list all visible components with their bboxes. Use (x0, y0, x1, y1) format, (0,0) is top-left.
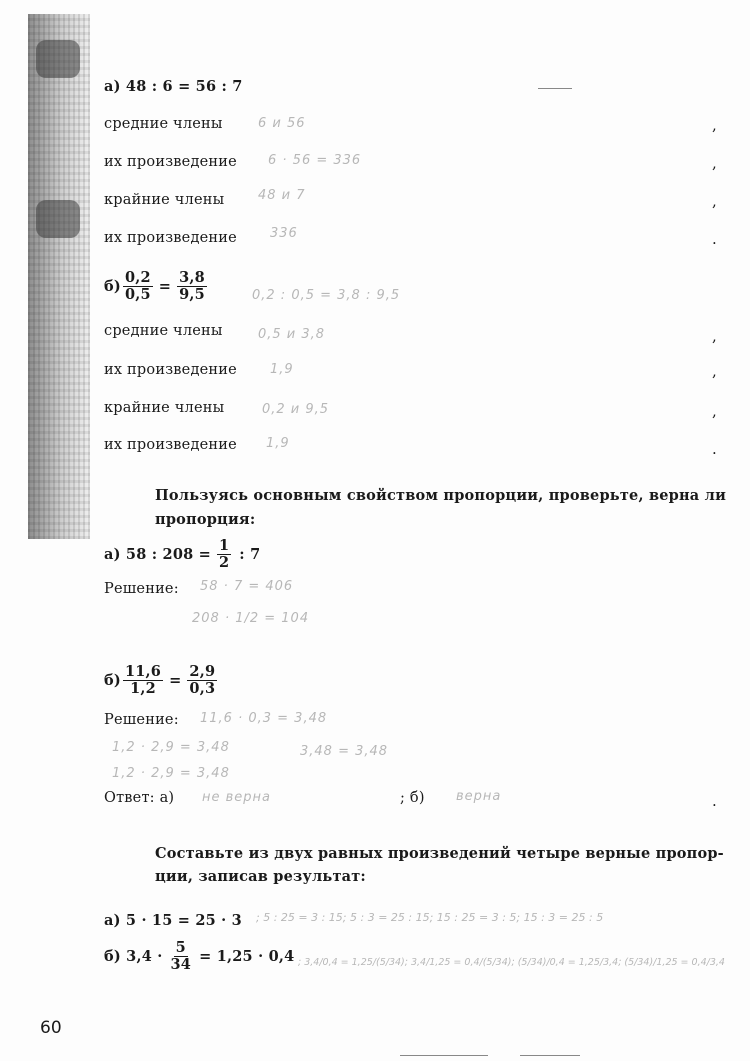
task3-intro: Составьте из двух равных произведений четыре верные пропор- (155, 845, 724, 862)
answer-separator: ; б) (400, 790, 425, 806)
handwritten-answer: ; 5 : 25 = 3 : 15; 5 : 3 = 25 : 15; 15 : 25 = 3 : 5; 15 : 3 = 25 : 5 (256, 911, 604, 924)
fraction (177, 270, 207, 303)
row-end-punct: , (712, 402, 717, 420)
row-label: их произведение (104, 154, 237, 170)
handwritten-answer: 336 (270, 226, 298, 241)
task2-intro: Пользуясь основным свойством пропорции, проверьте, верна ли (155, 487, 727, 504)
fraction-denominator: 34 (170, 955, 192, 973)
handwritten-answer: 0,2 : 0,5 = 3,8 : 9,5 (252, 288, 401, 303)
fraction (169, 940, 194, 973)
handwritten-work: 208 · 1/2 = 104 (192, 611, 310, 626)
fraction-numerator: 0,2 (124, 269, 151, 286)
fraction-denominator: 1,2 (130, 679, 156, 697)
row-label: их произведение (104, 230, 237, 246)
fraction (123, 664, 163, 697)
scan-artifact (520, 1055, 580, 1056)
item-prefix: б) (104, 671, 121, 689)
item-suffix: = 1,25 · 0,4 (199, 947, 295, 965)
row-end-punct: , (712, 327, 717, 345)
handwritten-answer: не верна (202, 790, 272, 805)
handwritten-answer: 1,9 (270, 362, 294, 377)
fraction (123, 270, 153, 303)
fraction-numerator: 2,9 (189, 663, 216, 680)
fraction-numerator: 11,6 (124, 663, 162, 680)
handwritten-work: 1,2 · 2,9 = 3,48 (112, 766, 230, 781)
handwritten-answer: 0,2 и 9,5 (262, 402, 330, 417)
row-label: средние члены (104, 323, 223, 339)
task1-b-proportion (104, 270, 209, 303)
item-suffix: : 7 (239, 545, 261, 563)
answer-end-punct: . (712, 792, 717, 810)
item-prefix: б) (104, 277, 121, 295)
row-label: крайние члены (104, 400, 225, 416)
item-prefix: а) 58 : 208 = (104, 545, 211, 563)
page-number: 60 (40, 1018, 62, 1038)
handwritten-answer: 6 и 56 (258, 116, 306, 131)
handwritten-work: 11,6 · 0,3 = 3,48 (200, 711, 328, 726)
task2-b-proportion (104, 664, 219, 697)
row-end-punct: , (712, 116, 717, 134)
task2-a-proportion (104, 538, 260, 571)
fraction-denominator: 2 (219, 553, 230, 571)
fraction-denominator: 0,3 (189, 679, 216, 697)
scanned-page-edge (28, 14, 90, 539)
fraction-numerator: 1 (219, 537, 230, 554)
row-end-punct: , (712, 192, 717, 210)
task3-a-equation: а) 5 · 15 = 25 · 3 (104, 912, 242, 929)
solution-label: Решение: (104, 712, 179, 728)
solution-label: Решение: (104, 581, 179, 597)
fraction-numerator: 3,8 (179, 269, 205, 286)
task3-intro-cont: ции, записав результат: (155, 868, 366, 885)
item-prefix: б) 3,4 · (104, 947, 163, 965)
handwritten-answer: 6 · 56 = 336 (268, 153, 362, 168)
task3-b-equation (104, 940, 294, 973)
row-label: их произведение (104, 362, 237, 378)
answer-label: Ответ: а) (104, 790, 175, 806)
fraction-denominator: 9,5 (179, 285, 205, 303)
row-label: их произведение (104, 437, 237, 453)
section-number-mark (36, 200, 80, 238)
handwritten-work: 1,2 · 2,9 = 3,48 (112, 740, 230, 755)
handwritten-work: 58 · 7 = 406 (200, 579, 294, 594)
section-number-mark (36, 40, 80, 78)
handwritten-answer: 48 и 7 (258, 188, 306, 203)
row-end-punct: , (712, 362, 717, 380)
handwritten-answer: верна (456, 789, 502, 804)
handwritten-answer: 1,9 (266, 436, 290, 451)
task2-intro-cont: пропорция: (155, 511, 256, 528)
row-end-punct: , (712, 154, 717, 172)
scan-artifact (400, 1055, 488, 1056)
equals-sign: = (169, 671, 182, 689)
handwritten-work: 3,48 = 3,48 (300, 744, 389, 759)
fraction-denominator: 0,5 (124, 285, 151, 303)
row-label: средние члены (104, 116, 223, 132)
equals-sign: = (158, 277, 172, 295)
row-end-punct: . (712, 230, 717, 248)
fraction-numerator: 5 (175, 939, 186, 956)
handwritten-answer: ; 3,4/0,4 = 1,25/(5/34); 3,4/1,25 = 0,4/(5/34); (5/34)/0,4 = 1,25/3,4; (5/34)/1,25 = 0,4/3,4 (298, 957, 725, 968)
scan-artifact (538, 88, 572, 89)
row-end-punct: . (712, 440, 717, 458)
task1-a-header: а) 48 : 6 = 56 : 7 (104, 78, 243, 95)
handwritten-answer: 0,5 и 3,8 (258, 327, 326, 342)
fraction (187, 664, 217, 697)
row-label: крайние члены (104, 192, 225, 208)
fraction (217, 538, 231, 571)
